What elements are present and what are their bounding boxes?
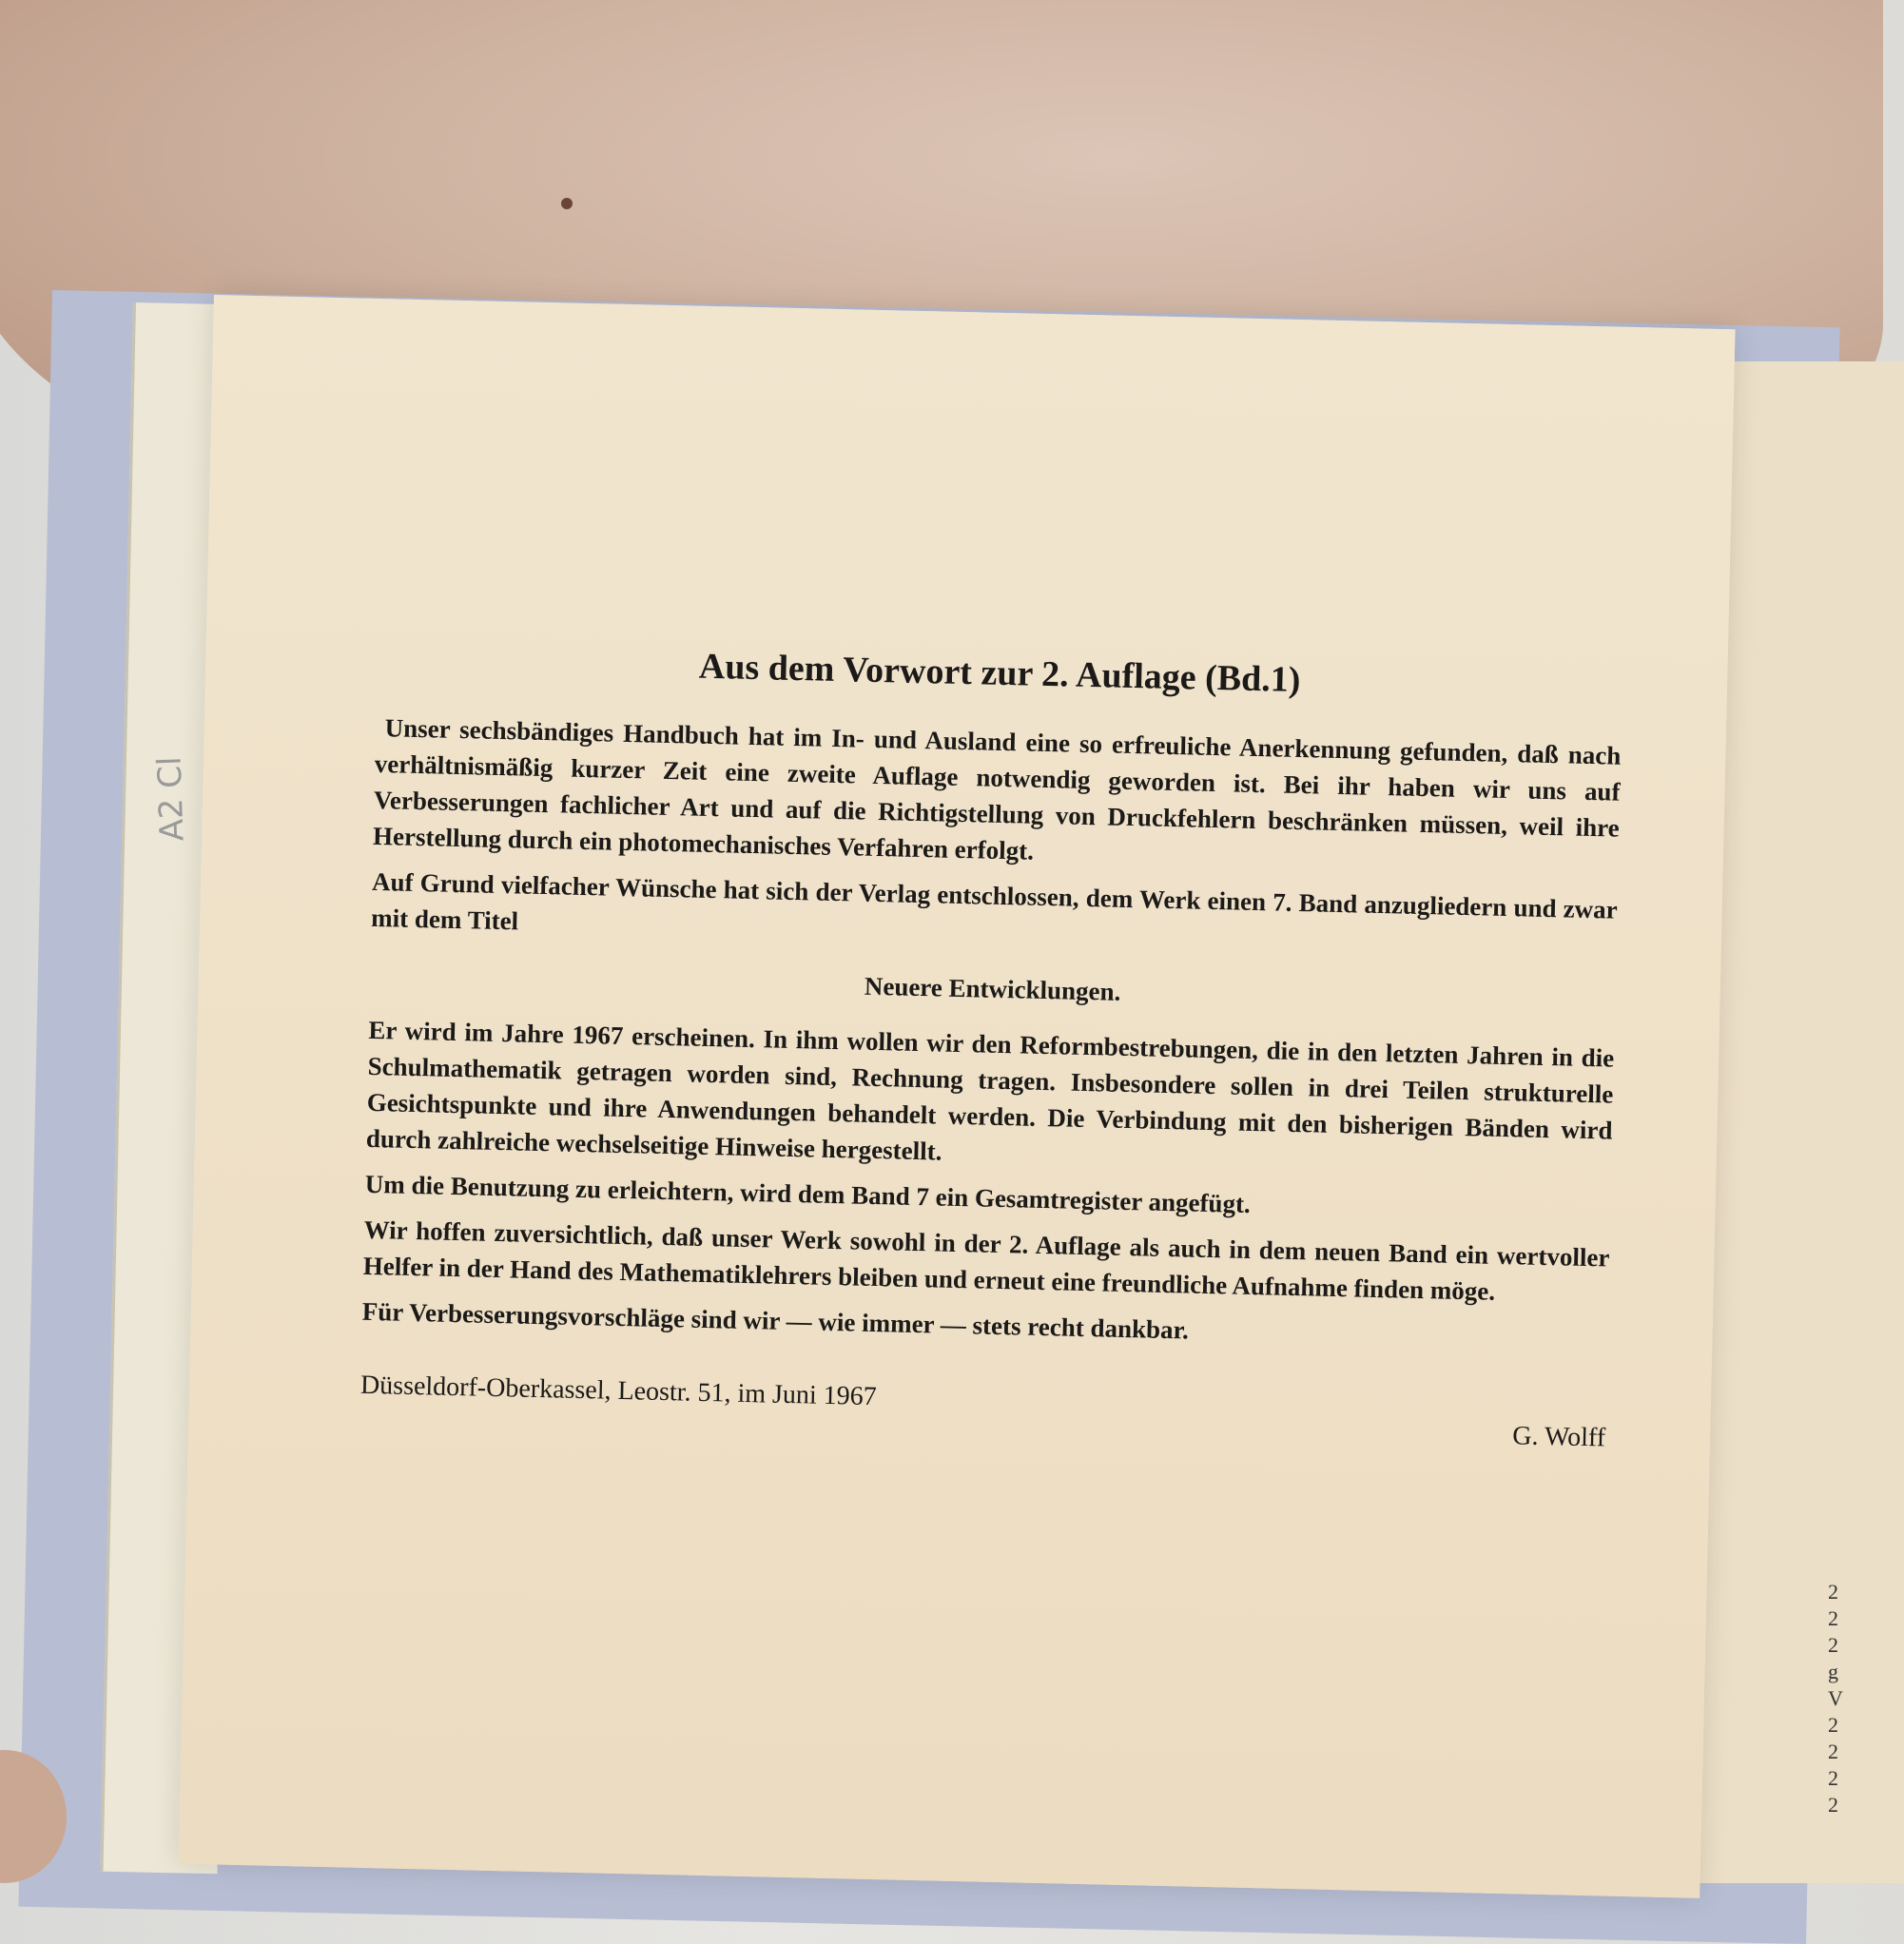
skin-mole: [561, 198, 573, 209]
book-page: [179, 295, 1736, 1898]
paragraph: Für Verbesserungsvorschläge sind wir — wie immer — stets recht dankbar.: [361, 1296, 1190, 1345]
paragraph: Unser sechsbändiges Handbuch hat im In- und Ausland eine so erfreuliche Anerkennung gefunden, daß nach verhältnismäßig kurzer Zeit eine zweite Auflage notwendig geworden ist. Bei ihr haben wir uns auf Verbesserungen fachlicher Art und auf die Richtigstellung von Druckfehlern beschränken müssen, weil ihre Herstellung durch ein photomechanisches Verfahren erfolgt.: [372, 713, 1622, 865]
author-name: G. Wolff: [1511, 1421, 1606, 1453]
paragraph: Um die Benutzung zu erleichtern, wird dem Band 7 ein Gesamtregister angefügt.: [364, 1169, 1252, 1218]
paragraph: Auf Grund vielfacher Wünsche hat sich der Verlag entschlossen, dem Werk einen 7. Band anzugliedern und zwar mit dem Titel: [370, 866, 1619, 936]
page-title: Aus dem Vorwort zur 2. Auflage (Bd.1): [698, 646, 1301, 701]
pencil-handwriting: A2 Cl: [150, 755, 192, 843]
preface-text: [359, 641, 1623, 1463]
volume-subtitle: Neuere Entwicklungen.: [864, 971, 1121, 1006]
paragraph: Wir hoffen zuversichtlich, daß unser Werk sowohl in der 2. Auflage als auch in dem neuen Band ein wertvoller Helfer in der Hand des Mathematiklehrers bleiben und erneut eine freundliche Aufnahme finden möge.: [362, 1215, 1610, 1306]
paragraph: Er wird im Jahre 1967 erscheinen. In ihm wollen wir den Reformbestrebungen, die in den letzten Jahren in die Schulmathematik getragen worden sind, Rechnung tragen. Insbesondere sollen in drei Teilen strukturelle Gesichtspunkte und ihre Anwendungen behandelt werden. Die Verbindung mit den bisherigen Bänden wird durch zahlreiche wechselseitige Hinweise hergestellt.: [365, 1015, 1615, 1166]
facing-page-digits: 2 2 2 g V 2 2 2 2: [1828, 1580, 1843, 1817]
signature-block: [359, 1368, 1606, 1463]
place-date: Düsseldorf-Oberkassel, Leostr. 51, im Juni 1967: [359, 1370, 878, 1412]
